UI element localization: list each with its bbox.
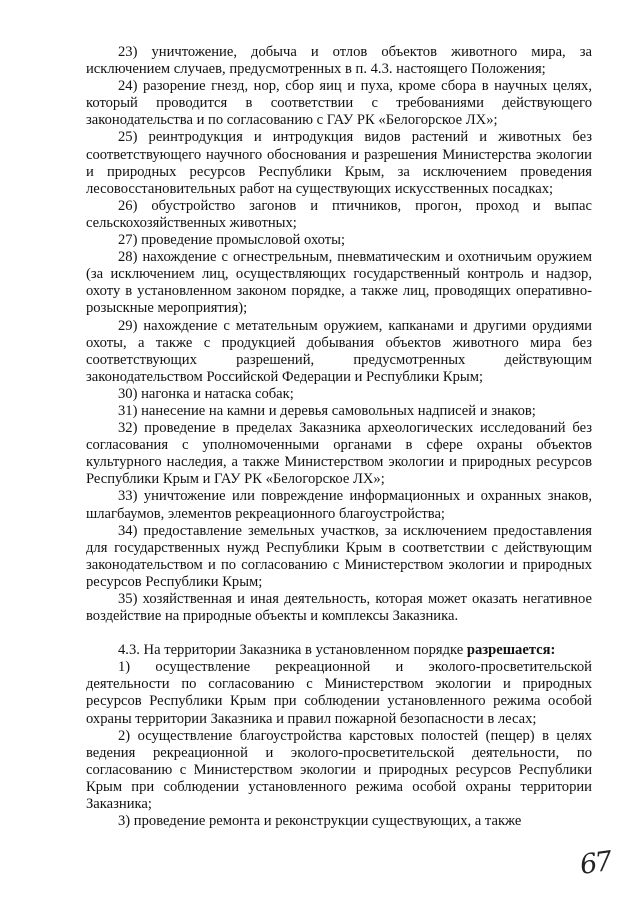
prohibition-item-33: 33) уничтожение или повреждение информационных и охранных знаков, шлагбаумов, элементов рекреационного благоустройства; [86, 488, 592, 522]
prohibition-item-34: 34) предоставление земельных участков, за исключением предоставления для государственных нужд Республики Крым в соответствии с действующим законодательством и по согласованию с Министерством экологии и природных ресурсов Республики Крым; [86, 522, 592, 590]
prohibition-item-30: 30) нагонка и натаска собак; [118, 385, 294, 402]
permitted-item-3: 3) проведение ремонта и реконструкции существующих, а также [118, 813, 522, 830]
prohibition-item-24: 24) разорение гнезд, нор, сбор яиц и пуха, кроме сбора в научных целях, который проводится в соответствии с требованиями действующего законодательства и по согласованию с ГАУ РК «Белогорское ЛХ»; [86, 78, 592, 129]
section-spacer [86, 625, 592, 642]
prohibition-item-27: 27) проведение промысловой охоты; [118, 232, 346, 249]
prohibition-item-26: 26) обустройство загонов и птичников, прогон, проход и выпас сельскохозяйственных животных; [86, 197, 592, 231]
section-heading [86, 642, 592, 659]
document-text [86, 44, 592, 830]
prohibition-item-29: 29) нахождение с метательным оружием, капканами и другими орудиями охоты, а также с продукцией добывания объектов животного мира без соответствующих разрешений, предусмотренных действующим законодательством Российской Федерации и Республики Крым; [86, 317, 592, 385]
prohibition-item-25: 25) реинтродукция и интродукция видов растений и животных без соответствующего научного обоснования и разрешения Министерства экологии и природных ресурсов Республики Крым, за исключением проведения лесовосстановительных работ на существующих искусственных посадках; [86, 129, 592, 197]
section-lead: 4.3. На территории Заказника в установленном порядке [118, 642, 467, 659]
prohibition-item-28: 28) нахождение с огнестрельным, пневматическим и охотничьим оружием (за исключением лиц, осуществляющих государственный контроль и надзор, охоту в установленном законом порядке, а также лиц, проводящих оперативно-розыскные мероприятия); [86, 249, 592, 317]
prohibition-item-31: 31) нанесение на камни и деревья самовольных надписей и знаков; [118, 402, 536, 419]
permitted-item-2: 2) осуществление благоустройства карстовых полостей (пещер) в целях ведения рекреационной и эколого-просветительской деятельности, по согласованию с Министерством экологии и природных ресурсов Республики Крым при соблюдении установленного режима особой охраны территории Заказника; [86, 727, 592, 813]
section-emphasis: разрешается: [466, 642, 556, 659]
handwritten-page-number: 67 [577, 846, 613, 881]
prohibition-item-23: 23) уничтожение, добыча и отлов объектов животного мира, за исключением случаев, предусмотренных в п. 4.3. настоящего Положения; [86, 44, 592, 78]
permitted-item-1: 1) осуществление рекреационной и эколого-просветительской деятельности по согласованию с Министерством экологии и природных ресурсов Республики Крым при соблюдении установленного режима особой охраны территории Заказника и правил пожарной безопасности в лесах; [86, 659, 592, 727]
prohibition-item-35: 35) хозяйственная и иная деятельность, которая может оказать негативное воздействие на природные объекты и комплексы Заказника. [86, 591, 592, 625]
prohibition-item-32: 32) проведение в пределах Заказника археологических исследований без согласования с уполномоченными органами в сфере охраны объектов культурного наследия, а также Министерством экологии и природных ресурсов Республики Крым и ГАУ РК «Белогорское ЛХ»; [86, 420, 592, 488]
